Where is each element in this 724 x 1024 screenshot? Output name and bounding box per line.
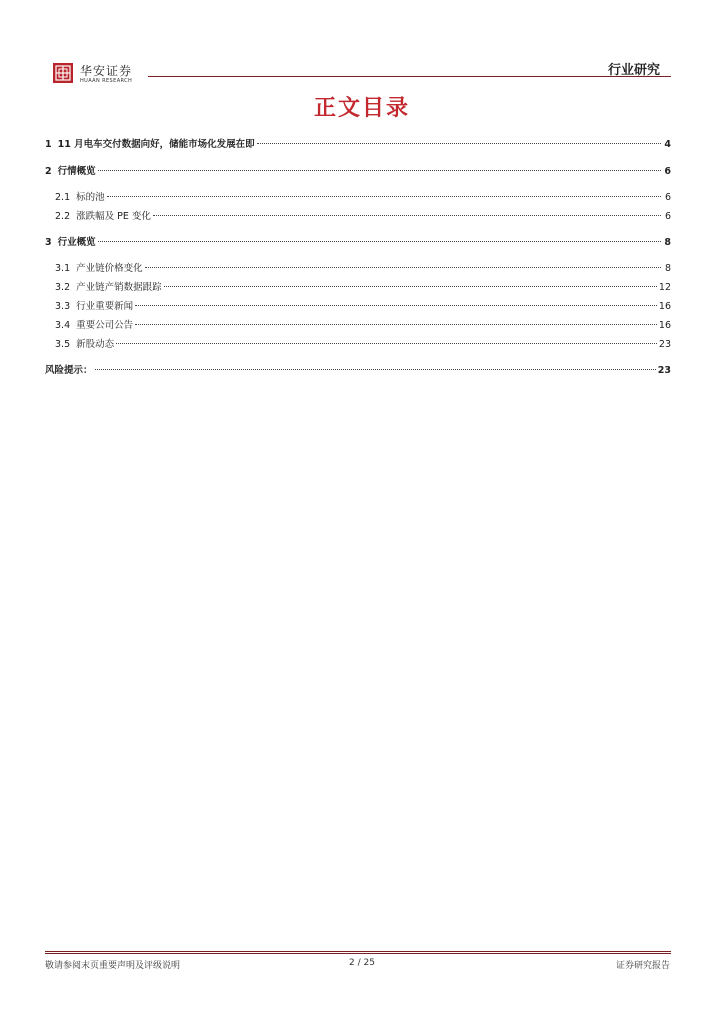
header-divider [148,76,671,77]
toc-entry-label: 重要公司公告 [76,320,134,331]
toc-entry-label: 行业概览 [57,237,96,248]
toc-entry-page: 23 [657,365,671,376]
toc-entry[interactable] [45,279,671,293]
toc-leader [257,143,661,144]
toc-entry-page: 6 [664,166,671,177]
toc-leader [116,343,657,344]
toc-entry-page: 6 [664,211,671,222]
toc-leader [145,267,661,268]
toc-entry-page: 16 [658,301,671,312]
toc-entry-label: 行情概览 [57,166,96,177]
page-title: 正文目录 [313,95,410,121]
toc-leader [98,241,661,242]
toc-entry-label: 标的池 [76,192,105,203]
footer-disclaimer: 敬请参阅末页重要声明及评级说明 [45,961,181,971]
company-logo-icon [53,63,73,83]
toc-entry[interactable] [45,336,671,350]
toc-leader [98,170,661,171]
toc-entry-page: 8 [664,237,671,248]
toc-entry-number: 3.3 [55,301,71,312]
toc-entry-label: 涨跌幅及 PE 变化 [76,211,151,222]
toc-entry-number: 2 [45,166,52,177]
toc-entry-page: 4 [664,139,671,150]
toc-entry-number: 3.5 [55,339,71,350]
toc-entry-label: 风险提示： [45,365,93,376]
toc-leader [107,196,661,197]
toc-entry-number: 3.2 [55,282,71,293]
toc-entry-label: 行业重要新闻 [76,301,134,312]
toc-leader [164,286,657,287]
toc-entry-number: 1 [45,139,52,150]
toc-entry-number: 3.4 [55,320,71,331]
toc-entry-label: 11 月电车交付数据向好，储能市场化发展在即 [57,139,255,150]
toc-entry[interactable] [45,298,671,312]
footer-divider [45,951,671,952]
toc-entry[interactable] [45,234,671,248]
toc-entry-number: 2.1 [55,192,71,203]
company-logo-subtext: HUAAN RESEARCH [80,78,133,84]
toc-entry-page: 16 [658,320,671,331]
page-number: 2 / 25 [349,958,375,968]
toc-entry[interactable] [45,163,671,177]
toc-entry-label: 产业链产销数据跟踪 [76,282,162,293]
toc-entry-page: 6 [664,192,671,203]
toc-entry-label: 新股动态 [76,339,115,350]
toc-entry[interactable] [45,362,671,376]
toc-leader [135,324,657,325]
toc-entry-number: 3 [45,237,52,248]
toc-leader [153,215,661,216]
toc-entry[interactable] [45,189,671,203]
company-logo-text: 华安证券 [80,64,133,78]
footer-doc-type: 证券研究报告 [615,961,670,971]
toc-leader [95,369,656,370]
toc-entry[interactable] [45,136,671,150]
toc-entry[interactable] [45,260,671,274]
footer-divider [45,953,671,954]
toc-entry-number: 3.1 [55,263,71,274]
toc-entry-page: 8 [664,263,671,274]
toc-entry-page: 12 [658,282,671,293]
toc-entry-page: 23 [658,339,671,350]
report-category: 行业研究 [607,63,660,78]
toc-leader [135,305,657,306]
toc-entry[interactable] [45,208,671,222]
toc-entry[interactable] [45,317,671,331]
toc-entry-number: 2.2 [55,211,71,222]
toc-entry-label: 产业链价格变化 [76,263,143,274]
